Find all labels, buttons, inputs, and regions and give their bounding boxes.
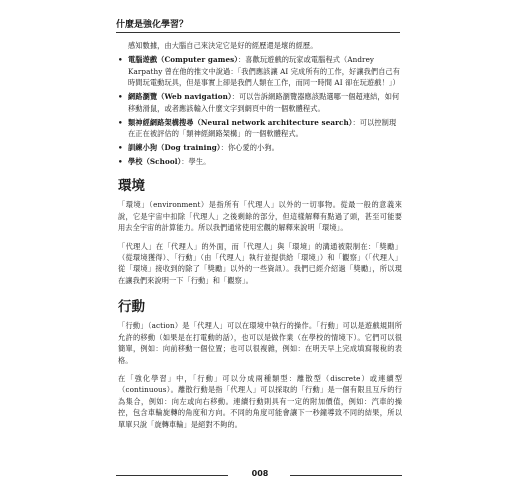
header-rule	[116, 32, 400, 33]
footer-rule-left	[116, 475, 228, 476]
section-heading-environment: 環境	[118, 178, 145, 195]
page-footer	[0, 468, 520, 482]
bullet-icon: •	[118, 117, 123, 127]
bullet-icon: •	[118, 92, 123, 102]
list-item-text: ：可以告訴網路瀏覽器應該點選哪一個超連結，如何移動滑鼠，或者應該輸入什麼文字到網頁中的一個軟體程式。	[128, 92, 400, 113]
bullet-icon: •	[118, 157, 123, 167]
bullet-icon: •	[118, 55, 123, 65]
list-item-text: ：可以控制現在正在被評估的「類神經網路架構」的一個軟體程式。	[128, 117, 397, 139]
intro-line: 感知數據，由大腦自己來決定它是好的經歷還是壞的經歷。	[128, 41, 318, 50]
list-item	[118, 91, 402, 114]
environment-paragraph-1: 「環境」（environment）是指所有「代理人」以外的一切事物。從最一般的意義來說，它是宇宙中扣除「代理人」之後剩餘的部分，但這樣解釋有點過了頭，甚至可能要用去全宇宙的計算能力。所以我們通常使用宏觀的解釋來說明「環境」。	[118, 200, 402, 233]
action-paragraph-1: 「行動」（action）是「代理人」可以在環境中執行的操作。「行動」可以是遊戲規則所允許的移動（如果是在打電動的話），也可以是做作業（在學校的情境下）。它們可以很簡單，例如：向前移動一個位置；也可以很複雜，例如：在明天早上完成填寫報稅的表格。	[118, 321, 402, 365]
action-paragraph-2: 在「強化學習」中，「行動」可以分成兩種類型：離散型（discrete）或連續型（continuous）。離散行動是指「代理人」可以採取的「行動」是一個有限且互斥的行為集合，例如：向左或向右移動。連續行動則具有一定的附加價值，例如：汽車的操控，包含車輪旋轉的角度和方向。不同的角度可能會讓下一秒鐘導致不同的結果，所以單單只說「旋轉車輪」是絕對不夠的。	[118, 373, 402, 429]
list-item	[118, 117, 402, 140]
list-item	[118, 156, 402, 167]
list-item	[118, 142, 402, 153]
list-item-text: ：你心愛的小狗。	[220, 143, 279, 153]
examples-list	[118, 54, 402, 167]
list-item-text: ：喜歡玩遊戲的玩家或電腦程式（Andrey Karpathy 曾在他的推文中說過：「我們應該讓 AI 完成所有的工作，好讓我們自己有時間玩電動玩具，但是事實上卻是我們人類在工作，而同一時間 AI 卻在玩遊戲！」）	[128, 55, 401, 88]
environment-paragraph-2: 「代理人」在「代理人」的外面，而「代理人」與「環境」的溝通被限制在：「獎勵」（從環境獲得）、「行動」（由「代理人」執行並提供給「環境」）和「觀察」（「代理人」從「環境」接收到的除了「獎勵」以外的一些資訊）。我們已經介紹過「獎勵」，所以現在讓我們來說明一下「行動」和「觀察」。	[118, 241, 402, 285]
bullet-icon: •	[118, 143, 123, 153]
section-heading-action: 行動	[118, 299, 145, 316]
list-item-text: ：學生。	[181, 157, 211, 167]
page-body	[118, 40, 402, 437]
list-item-term: 電腦遊戲（Computer games）	[128, 55, 238, 65]
list-item-term: 類神經網路架構搜尋（Neural network architecture search）	[128, 117, 353, 127]
running-header: 什麼是強化學習？	[116, 20, 189, 30]
list-item-term: 訓練小狗（Dog training）	[128, 143, 221, 153]
list-item-term: 網路瀏覽（Web navigation）	[128, 92, 232, 102]
list-item-term: 學校（School）	[128, 157, 182, 167]
page-number: 008	[251, 469, 269, 478]
list-item	[118, 54, 402, 88]
footer-rule-right	[290, 475, 402, 476]
